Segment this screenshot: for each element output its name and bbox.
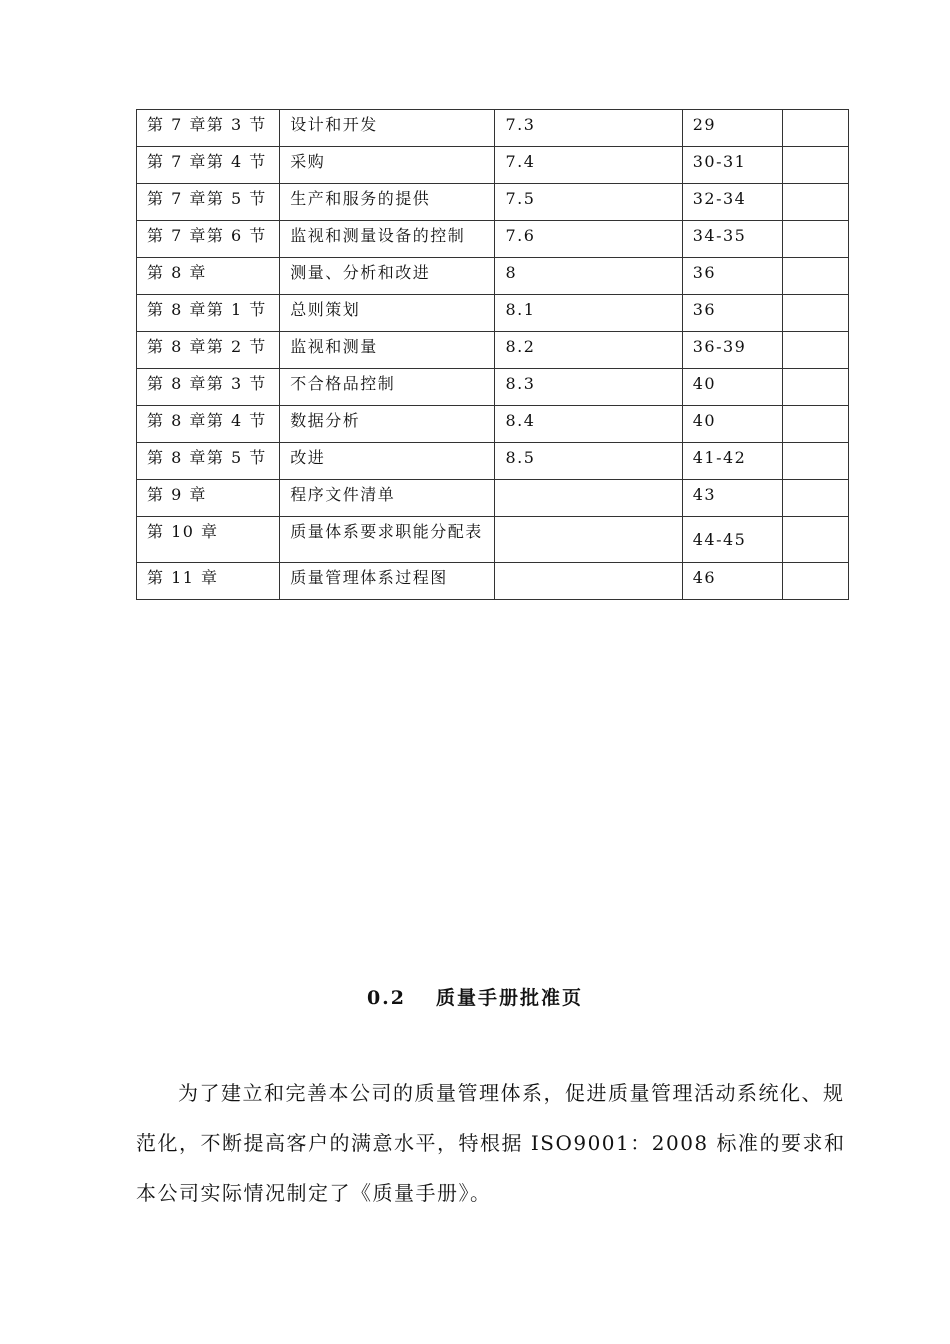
title-cell: 不合格品控制	[280, 369, 495, 406]
table-row	[137, 443, 849, 480]
pages-cell: 30-31	[682, 147, 782, 184]
extra-cell	[782, 258, 848, 295]
extra-cell	[782, 406, 848, 443]
pages-cell: 43	[682, 480, 782, 517]
table-row	[137, 480, 849, 517]
extra-cell	[782, 369, 848, 406]
toc-table	[136, 109, 849, 600]
pages-cell: 32-34	[682, 184, 782, 221]
chapter-cell: 第 7 章第 3 节	[137, 110, 280, 147]
pages-cell: 40	[682, 406, 782, 443]
table-row	[137, 563, 849, 600]
pages-cell: 41-42	[682, 443, 782, 480]
extra-cell	[782, 110, 848, 147]
chapter-cell: 第 10 章	[137, 517, 280, 563]
table-row	[137, 147, 849, 184]
table-row	[137, 369, 849, 406]
pages-cell: 29	[682, 110, 782, 147]
title-cell: 监视和测量设备的控制	[280, 221, 495, 258]
title-cell: 质量体系要求职能分配表	[280, 517, 495, 563]
pages-cell: 34-35	[682, 221, 782, 258]
title-cell: 质量管理体系过程图	[280, 563, 495, 600]
section-number: 0.2	[366, 987, 407, 1009]
chapter-cell: 第 9 章	[137, 480, 280, 517]
title-cell: 程序文件清单	[280, 480, 495, 517]
extra-cell	[782, 221, 848, 258]
table-row	[137, 110, 849, 147]
clause-cell: 7.6	[495, 221, 682, 258]
chapter-cell: 第 8 章第 5 节	[137, 443, 280, 480]
pages-cell: 44-45	[682, 517, 782, 563]
clause-cell: 8.5	[495, 443, 682, 480]
table-row	[137, 406, 849, 443]
pages-cell: 40	[682, 369, 782, 406]
clause-cell: 8.2	[495, 332, 682, 369]
extra-cell	[782, 480, 848, 517]
pages-cell: 36	[682, 258, 782, 295]
chapter-cell: 第 8 章第 2 节	[137, 332, 280, 369]
chapter-cell: 第 8 章第 3 节	[137, 369, 280, 406]
table-row	[137, 517, 849, 563]
title-cell: 监视和测量	[280, 332, 495, 369]
clause-cell: 8.1	[495, 295, 682, 332]
table-row	[137, 221, 849, 258]
clause-cell: 8	[495, 258, 682, 295]
title-cell: 数据分析	[280, 406, 495, 443]
clause-cell	[495, 480, 682, 517]
approval-paragraph: 为了建立和完善本公司的质量管理体系，促进质量管理活动系统化、规范化，不断提高客户的满意水平，特根据 ISO9001：2008 标准的要求和本公司实际情况制定了《质量手册》。	[136, 1081, 846, 1205]
table-row	[137, 258, 849, 295]
title-cell: 采购	[280, 147, 495, 184]
extra-cell	[782, 517, 848, 563]
clause-cell: 7.5	[495, 184, 682, 221]
extra-cell	[782, 184, 848, 221]
chapter-cell: 第 11 章	[137, 563, 280, 600]
title-cell: 改进	[280, 443, 495, 480]
extra-cell	[782, 147, 848, 184]
extra-cell	[782, 332, 848, 369]
extra-cell	[782, 443, 848, 480]
table-row	[137, 332, 849, 369]
title-cell: 生产和服务的提供	[280, 184, 495, 221]
table-row	[137, 295, 849, 332]
title-cell: 总则策划	[280, 295, 495, 332]
chapter-cell: 第 8 章第 1 节	[137, 295, 280, 332]
clause-cell	[495, 563, 682, 600]
clause-cell: 8.3	[495, 369, 682, 406]
clause-cell: 8.4	[495, 406, 682, 443]
extra-cell	[782, 563, 848, 600]
extra-cell	[782, 295, 848, 332]
pages-cell: 46	[682, 563, 782, 600]
pages-cell: 36	[682, 295, 782, 332]
title-cell: 设计和开发	[280, 110, 495, 147]
table-row	[137, 184, 849, 221]
clause-cell	[495, 517, 682, 563]
title-cell: 测量、分析和改进	[280, 258, 495, 295]
pages-cell: 36-39	[682, 332, 782, 369]
clause-cell: 7.3	[495, 110, 682, 147]
section-title: 质量手册批准页	[436, 987, 584, 1009]
section-heading	[0, 983, 950, 1010]
chapter-cell: 第 7 章第 4 节	[137, 147, 280, 184]
chapter-cell: 第 7 章第 5 节	[137, 184, 280, 221]
chapter-cell: 第 8 章第 4 节	[137, 406, 280, 443]
clause-cell: 7.4	[495, 147, 682, 184]
chapter-cell: 第 8 章	[137, 258, 280, 295]
chapter-cell: 第 7 章第 6 节	[137, 221, 280, 258]
